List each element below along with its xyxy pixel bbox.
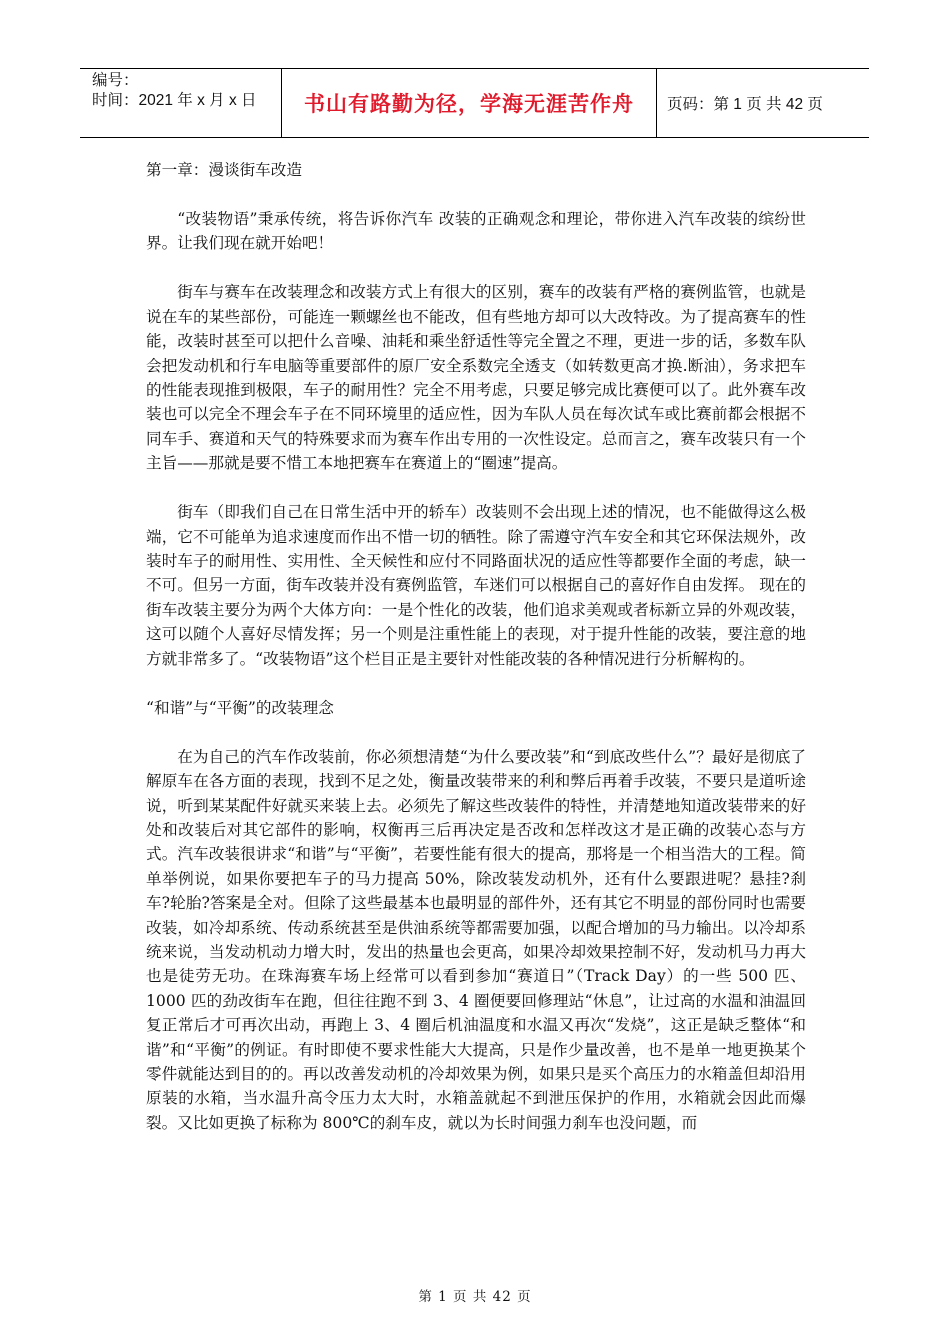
paragraph-harmony-balance: 在为自己的汽车作改装前，你必须想清楚“为什么要改装”和“到底改些什么”？最好是彻底了解原车在各方面的表现，找到不足之处，衡量改装带来的利和弊后再着手改装，不要只是道听途说，听到某某配件好就买来装上去。必须先了解这些改装件的特性，并清楚地知道改装带来的好处和改装后对其它部件的影响，权衡再三后再决定是否改和怎样改这才是正确的改装心态与方式。汽车改装很讲求“和谐”与“平衡”，若要性能有很大的提高，那将是一个相当浩大的工程。简单举例说，如果你要把车子的马力提高 50%，除改装发动机外，还有什么要跟进呢？悬挂?刹车?轮胎?答案是全对。但除了这些最基本也最明显的部件外，还有其它不明显的部份同时也需要改装，如冷却系统、传动系统甚至是供油系统等都需要加强，以配合增加的马力输出。以冷却系统来说，当发动机动力增大时，发出的热量也会更高，如果冷却效果控制不好，发动机马力再大也是徒劳无功。在珠海赛车场上经常可以看到参加“赛道日”（Track Day）的一些 500 匹、1000 匹的劲改街车在跑，但往往跑不到 3、4 圈便要回修理站“休息”，让过高的水温和油温回复正常后才可再次出动，再跑上 3、4 圈后机油温度和水温又再次“发烧”，这正是缺乏整体“和谐”和“平衡”的例证。有时即使不要求性能大大提高，只是作少量改善，也不是单一地更换某个零件就能达到目的的。再以改善发动机的冷却效果为例，如果只是买个高压力的水箱盖但却沿用原装的水箱，当水温升高令压力太大时，水箱盖就起不到泄压保护的作用，水箱就会因此而爆裂。又比如更换了标称为 800℃的刹车皮，就以为长时间强力刹车也没问题，而 [146,747,806,1132]
document-date: 时间：2021 年 x 月 x 日 [92,92,257,109]
document-number-label: 编号： [92,72,139,89]
paragraph-street-car: 街车（即我们自己在日常生活中开的轿车）改装则不会出现上述的情况，也不能做得这么极端，它不可能单为追求速度而作出不惜一切的牺牲。除了需遵守汽车安全和其它环保法规外，改装时车子的耐用性、实用性、全天候性和应付不同路面状况的适应性等都要作全面的考虑，缺一不可。但另一方面，街车改装并没有赛例监管，车迷们可以根据自己的喜好作自由发挥。 现在的街车改装主要分为两个大体方向：一是个性化的改装，他们追求美观或者标新立异的外观改装，这可以随个人喜好尽情发挥；另一个则是注重性能上的表现，对于提升性能的改装，要注意的地方就非常多了。“改装物语”这个栏目正是主要针对性能改装的各种情况进行分析解构的。 [146,503,806,668]
section-title: “和谐”与“平衡”的改装理念 [146,698,334,717]
header-motto: 书山有路勤为径，学海无涯苦作舟 [304,92,634,116]
paragraph-intro: “改装物语”秉承传统，将告诉你汽车 改装的正确观念和理论，带你进入汽车改装的缤纷世界。让我们现在就开始吧！ [146,210,806,253]
header-page-info: 页码：第 1 页 共 42 页 [667,96,823,113]
chapter-title: 第一章：漫谈街车改造 [146,161,302,179]
header-motto-cell [282,69,657,137]
document-body [146,158,806,1160]
page-header [80,68,869,138]
paragraph-race-car: 街车与赛车在改装理念和改装方式上有很大的区别，赛车的改装有严格的赛例监管，也就是说在车的某些部份，可能连一颗螺丝也不能改，但有些地方却可以大改特改。为了提高赛车的性能，改装时甚至可以把什么音噪、油耗和乘坐舒适性等完全置之不理，更进一步的话，多数车队会把发动机和行车电脑等重要部件的原厂安全系数完全透支（如转数更高才换.断油），务求把车的性能表现推到极限，车子的耐用性？完全不用考虑，只要足够完成比赛便可以了。此外赛车改装也可以完全不理会车子在不同环境里的适应性，因为车队人员在每次试车或比赛前都会根据不同车手、赛道和天气的特殊要求而为赛车作出专用的一次性设定。总而言之，赛车改装只有一个主旨——那就是要不惜工本地把赛车在赛道上的“圈速”提高。 [146,283,806,473]
page-footer: 第 1 页 共 42 页 [418,1289,532,1305]
header-page-cell [657,69,869,137]
header-left-cell [80,69,282,137]
